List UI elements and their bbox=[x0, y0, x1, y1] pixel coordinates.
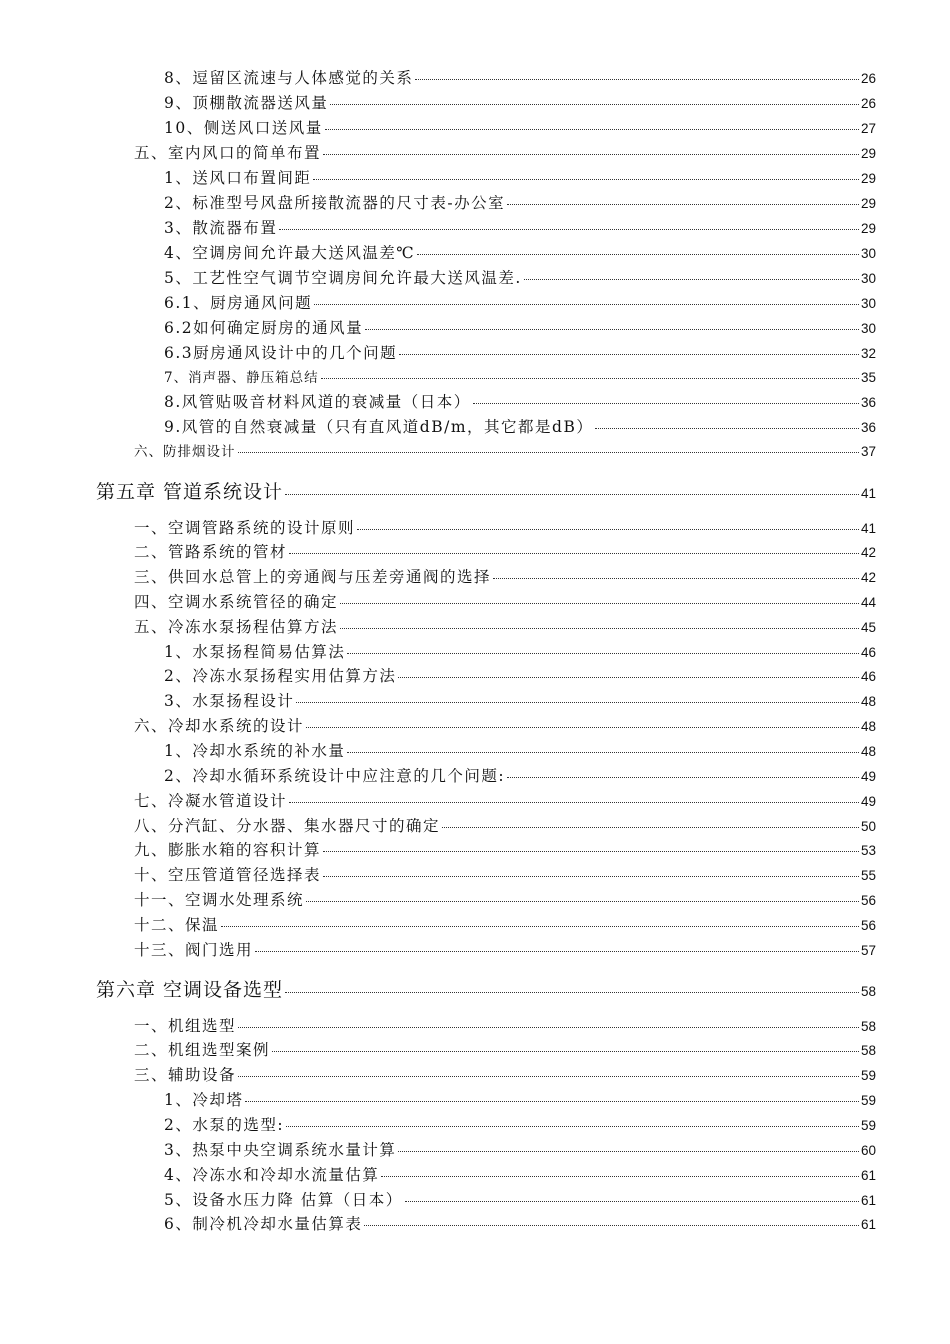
toc-entry-title: 六、冷却水系统的设计 bbox=[134, 717, 305, 735]
toc-page-number: 30 bbox=[860, 321, 876, 336]
toc-dot-leader bbox=[323, 876, 859, 877]
toc-entry-title: 10、侧送风口送风量 bbox=[164, 119, 323, 137]
toc-entry bbox=[164, 1188, 876, 1210]
toc-entry bbox=[164, 764, 876, 786]
toc-entry-title: 六、防排烟设计 bbox=[134, 444, 236, 460]
toc-entry-title: 一、空调管路系统的设计原则 bbox=[134, 519, 356, 537]
toc-page-number: 59 bbox=[860, 1093, 876, 1108]
toc-entry bbox=[134, 863, 876, 885]
toc-entry bbox=[134, 838, 876, 860]
toc-entry-title: 6、制冷机冷却水量估算表 bbox=[164, 1215, 363, 1233]
toc-entry-title: 十、空压管道管径选择表 bbox=[134, 866, 322, 884]
toc-entry bbox=[164, 1212, 876, 1234]
toc-page-number: 29 bbox=[860, 146, 876, 161]
toc-dot-leader bbox=[285, 992, 859, 993]
toc-entry bbox=[134, 590, 876, 612]
toc-entry-title: 2、冷却水循环系统设计中应注意的几个问题: bbox=[164, 767, 506, 785]
toc-page-number: 29 bbox=[860, 171, 876, 186]
toc-entry-title: 三、供回水总管上的旁通阀与压差旁通阀的选择 bbox=[134, 568, 492, 586]
toc-entry bbox=[164, 664, 876, 686]
toc-page-number: 58 bbox=[860, 1043, 876, 1058]
toc-entry bbox=[164, 266, 876, 288]
toc-entry bbox=[164, 216, 876, 238]
toc-dot-leader bbox=[347, 752, 859, 753]
toc-entry bbox=[164, 1113, 876, 1135]
toc-dot-leader bbox=[398, 677, 859, 678]
toc-dot-leader bbox=[417, 254, 859, 255]
toc-dot-leader bbox=[507, 204, 859, 205]
toc-entry bbox=[164, 1138, 876, 1160]
toc-entry bbox=[134, 913, 876, 935]
toc-dot-leader bbox=[381, 1176, 859, 1177]
toc-entry bbox=[164, 341, 876, 363]
toc-page-number: 44 bbox=[860, 595, 876, 610]
toc-dot-leader bbox=[321, 378, 859, 379]
toc-entry bbox=[134, 888, 876, 910]
toc-entry bbox=[134, 141, 876, 163]
toc-entry-title: 十二、保温 bbox=[134, 916, 220, 934]
toc-entry bbox=[134, 440, 876, 460]
toc-entry-title: 6.1、厨房通风问题 bbox=[164, 294, 313, 312]
toc-entry bbox=[134, 789, 876, 811]
toc-page-number: 58 bbox=[860, 1019, 876, 1034]
toc-page-number: 42 bbox=[860, 545, 876, 560]
toc-page-number: 59 bbox=[860, 1068, 876, 1083]
toc-dot-leader bbox=[238, 452, 859, 453]
toc-page-number: 61 bbox=[860, 1217, 876, 1232]
toc-entry-title: 五、室内风口的简单布置 bbox=[134, 144, 322, 162]
toc-dot-leader bbox=[285, 494, 859, 495]
toc-dot-leader bbox=[595, 428, 859, 429]
toc-dot-leader bbox=[357, 529, 859, 530]
toc-entry bbox=[134, 615, 876, 637]
toc-dot-leader bbox=[323, 154, 859, 155]
toc-page-number: 49 bbox=[860, 769, 876, 784]
toc-entry-title: 1、冷却塔 bbox=[164, 1091, 244, 1109]
toc-entry-title: 2、水泵的选型: bbox=[164, 1116, 285, 1134]
toc-page-number: 32 bbox=[860, 346, 876, 361]
toc-entry bbox=[134, 714, 876, 736]
toc-page-number: 48 bbox=[860, 694, 876, 709]
toc-dot-leader bbox=[442, 827, 859, 828]
toc-entry-title: 第六章 空调设备选型 bbox=[96, 979, 284, 1001]
toc-entry-title: 5、工艺性空气调节空调房间允许最大送风温差. bbox=[164, 269, 522, 287]
toc-page-number: 36 bbox=[860, 420, 876, 435]
toc-dot-leader bbox=[493, 578, 859, 579]
toc-page-number: 61 bbox=[860, 1168, 876, 1183]
toc-page-number: 55 bbox=[860, 868, 876, 883]
toc-dot-leader bbox=[323, 851, 859, 852]
toc-entry-title: 七、冷凝水管道设计 bbox=[134, 792, 288, 810]
toc-entry bbox=[164, 739, 876, 761]
toc-page-number: 45 bbox=[860, 620, 876, 635]
toc-entry-title: 3、散流器布置 bbox=[164, 219, 278, 237]
toc-entry bbox=[164, 366, 876, 386]
toc-entry bbox=[164, 116, 876, 138]
toc-entry-title: 4、冷冻水和冷却水流量估算 bbox=[164, 1166, 380, 1184]
toc-dot-leader bbox=[314, 304, 859, 305]
toc-entry bbox=[164, 316, 876, 338]
toc-entry bbox=[164, 415, 876, 437]
toc-dot-leader bbox=[313, 179, 859, 180]
toc-entry-title: 3、水泵扬程设计 bbox=[164, 692, 295, 710]
toc-dot-leader bbox=[325, 129, 859, 130]
toc-entry bbox=[134, 1014, 876, 1036]
toc-entry-title: 八、分汽缸、分水器、集水器尺寸的确定 bbox=[134, 817, 441, 835]
toc-page-number: 30 bbox=[860, 246, 876, 261]
toc-page-number: 41 bbox=[860, 521, 876, 536]
toc-entry bbox=[164, 91, 876, 113]
toc-dot-leader bbox=[524, 279, 859, 280]
toc-entry bbox=[164, 191, 876, 213]
toc-entry bbox=[164, 689, 876, 711]
toc-entry-title: 4、空调房间允许最大送风温差℃ bbox=[164, 244, 416, 262]
toc-page-number: 50 bbox=[860, 819, 876, 834]
toc-dot-leader bbox=[364, 1225, 859, 1226]
toc-entry bbox=[164, 640, 876, 662]
toc-entry-title: 一、机组选型 bbox=[134, 1017, 237, 1035]
toc-dot-leader bbox=[306, 901, 859, 902]
toc-entry-title: 九、膨胀水箱的容积计算 bbox=[134, 841, 322, 859]
toc-dot-leader bbox=[289, 802, 859, 803]
toc-page-number: 27 bbox=[860, 121, 876, 136]
toc-dot-leader bbox=[330, 104, 859, 105]
toc-entry-title: 2、冷冻水泵扬程实用估算方法 bbox=[164, 667, 397, 685]
toc-dot-leader bbox=[221, 926, 859, 927]
toc-page-number: 48 bbox=[860, 744, 876, 759]
toc-dot-leader bbox=[296, 702, 859, 703]
toc-page-number: 36 bbox=[860, 395, 876, 410]
toc-entry bbox=[164, 66, 876, 88]
toc-page-number: 49 bbox=[860, 794, 876, 809]
toc-dot-leader bbox=[238, 1076, 859, 1077]
toc-page-number: 30 bbox=[860, 271, 876, 286]
toc-entry-title: 7、消声器、静压箱总结 bbox=[164, 370, 319, 386]
toc-entry-title: 5、设备水压力降 估算（日本） bbox=[164, 1191, 403, 1209]
toc-dot-leader bbox=[272, 1051, 859, 1052]
toc-page-number: 29 bbox=[860, 196, 876, 211]
toc-dot-leader bbox=[405, 1201, 859, 1202]
toc-entry-title: 6.2如何确定厨房的通风量 bbox=[164, 319, 364, 337]
toc-page-number: 56 bbox=[860, 918, 876, 933]
toc-entry-title: 6.3厨房通风设计中的几个问题 bbox=[164, 344, 398, 362]
toc-entry-title: 五、冷冻水泵扬程估算方法 bbox=[134, 618, 339, 636]
toc-entry-title: 8.风管贴吸音材料风道的衰减量（日本） bbox=[164, 393, 471, 411]
toc-entry-title: 1、送风口布置间距 bbox=[164, 169, 312, 187]
toc-entry-title: 9.风管的自然衰减量（只有直风道dB/m，其它都是dB） bbox=[164, 418, 594, 436]
toc-dot-leader bbox=[365, 329, 859, 330]
toc-page-number: 26 bbox=[860, 96, 876, 111]
toc-entry-title: 二、机组选型案例 bbox=[134, 1041, 271, 1059]
toc-page-number: 57 bbox=[860, 943, 876, 958]
toc-dot-leader bbox=[238, 1027, 859, 1028]
toc-entry-title: 十三、阀门选用 bbox=[134, 941, 254, 959]
toc-page-number: 46 bbox=[860, 669, 876, 684]
toc-entry-title: 9、顶棚散流器送风量 bbox=[164, 94, 329, 112]
toc-page-number: 61 bbox=[860, 1193, 876, 1208]
toc-entry bbox=[134, 1063, 876, 1085]
toc-page-number: 42 bbox=[860, 570, 876, 585]
toc-entry-title: 三、辅助设备 bbox=[134, 1066, 237, 1084]
toc-entry bbox=[164, 1088, 876, 1110]
toc-entry bbox=[134, 814, 876, 836]
toc-page-number: 35 bbox=[860, 370, 876, 385]
toc-entry-title: 四、空调水系统管径的确定 bbox=[134, 593, 339, 611]
toc-page-number: 59 bbox=[860, 1118, 876, 1133]
toc-dot-leader bbox=[473, 403, 859, 404]
toc-dot-leader bbox=[306, 727, 859, 728]
toc-dot-leader bbox=[340, 603, 859, 604]
toc-page-number: 30 bbox=[860, 296, 876, 311]
toc-entry-title: 十一、空调水处理系统 bbox=[134, 891, 305, 909]
toc-dot-leader bbox=[399, 354, 859, 355]
toc-entry bbox=[164, 291, 876, 313]
toc-page-number: 60 bbox=[860, 1143, 876, 1158]
toc-chapter-entry bbox=[96, 477, 876, 504]
toc-dot-leader bbox=[415, 79, 859, 80]
toc-entry-title: 1、冷却水系统的补水量 bbox=[164, 742, 346, 760]
toc-page-number: 41 bbox=[860, 486, 876, 501]
toc-dot-leader bbox=[279, 229, 859, 230]
toc-entry bbox=[164, 1163, 876, 1185]
toc-dot-leader bbox=[286, 1126, 859, 1127]
toc-entry bbox=[134, 565, 876, 587]
toc-page-number: 37 bbox=[860, 444, 876, 459]
toc-entry-title: 2、标准型号风盘所接散流器的尺寸表-办公室 bbox=[164, 194, 506, 212]
toc-page-number: 58 bbox=[860, 984, 876, 999]
toc-dot-leader bbox=[347, 653, 859, 654]
toc-entry bbox=[134, 938, 876, 960]
toc-entry bbox=[134, 516, 876, 538]
toc-dot-leader bbox=[255, 951, 859, 952]
toc-dot-leader bbox=[245, 1101, 859, 1102]
toc-entry-title: 8、逗留区流速与人体感觉的关系 bbox=[164, 69, 414, 87]
toc-page-number: 26 bbox=[860, 71, 876, 86]
toc-entry bbox=[164, 390, 876, 412]
toc-dot-leader bbox=[507, 777, 859, 778]
toc-page-number: 48 bbox=[860, 719, 876, 734]
toc-dot-leader bbox=[398, 1151, 859, 1152]
toc-page-number: 46 bbox=[860, 645, 876, 660]
toc-entry-title: 1、水泵扬程简易估算法 bbox=[164, 643, 346, 661]
toc-entry bbox=[134, 540, 876, 562]
toc-page-number: 56 bbox=[860, 893, 876, 908]
toc-page-number: 53 bbox=[860, 843, 876, 858]
toc-chapter-entry bbox=[96, 975, 876, 1002]
toc-page-number: 29 bbox=[860, 221, 876, 236]
toc-entry bbox=[164, 241, 876, 263]
toc-entry-title: 3、热泵中央空调系统水量计算 bbox=[164, 1141, 397, 1159]
toc-entry-title: 二、管路系统的管材 bbox=[134, 543, 288, 561]
toc-entry-title: 第五章 管道系统设计 bbox=[96, 481, 284, 503]
toc-dot-leader bbox=[340, 628, 859, 629]
toc-dot-leader bbox=[289, 553, 859, 554]
toc-entry bbox=[164, 166, 876, 188]
toc-entry bbox=[134, 1038, 876, 1060]
